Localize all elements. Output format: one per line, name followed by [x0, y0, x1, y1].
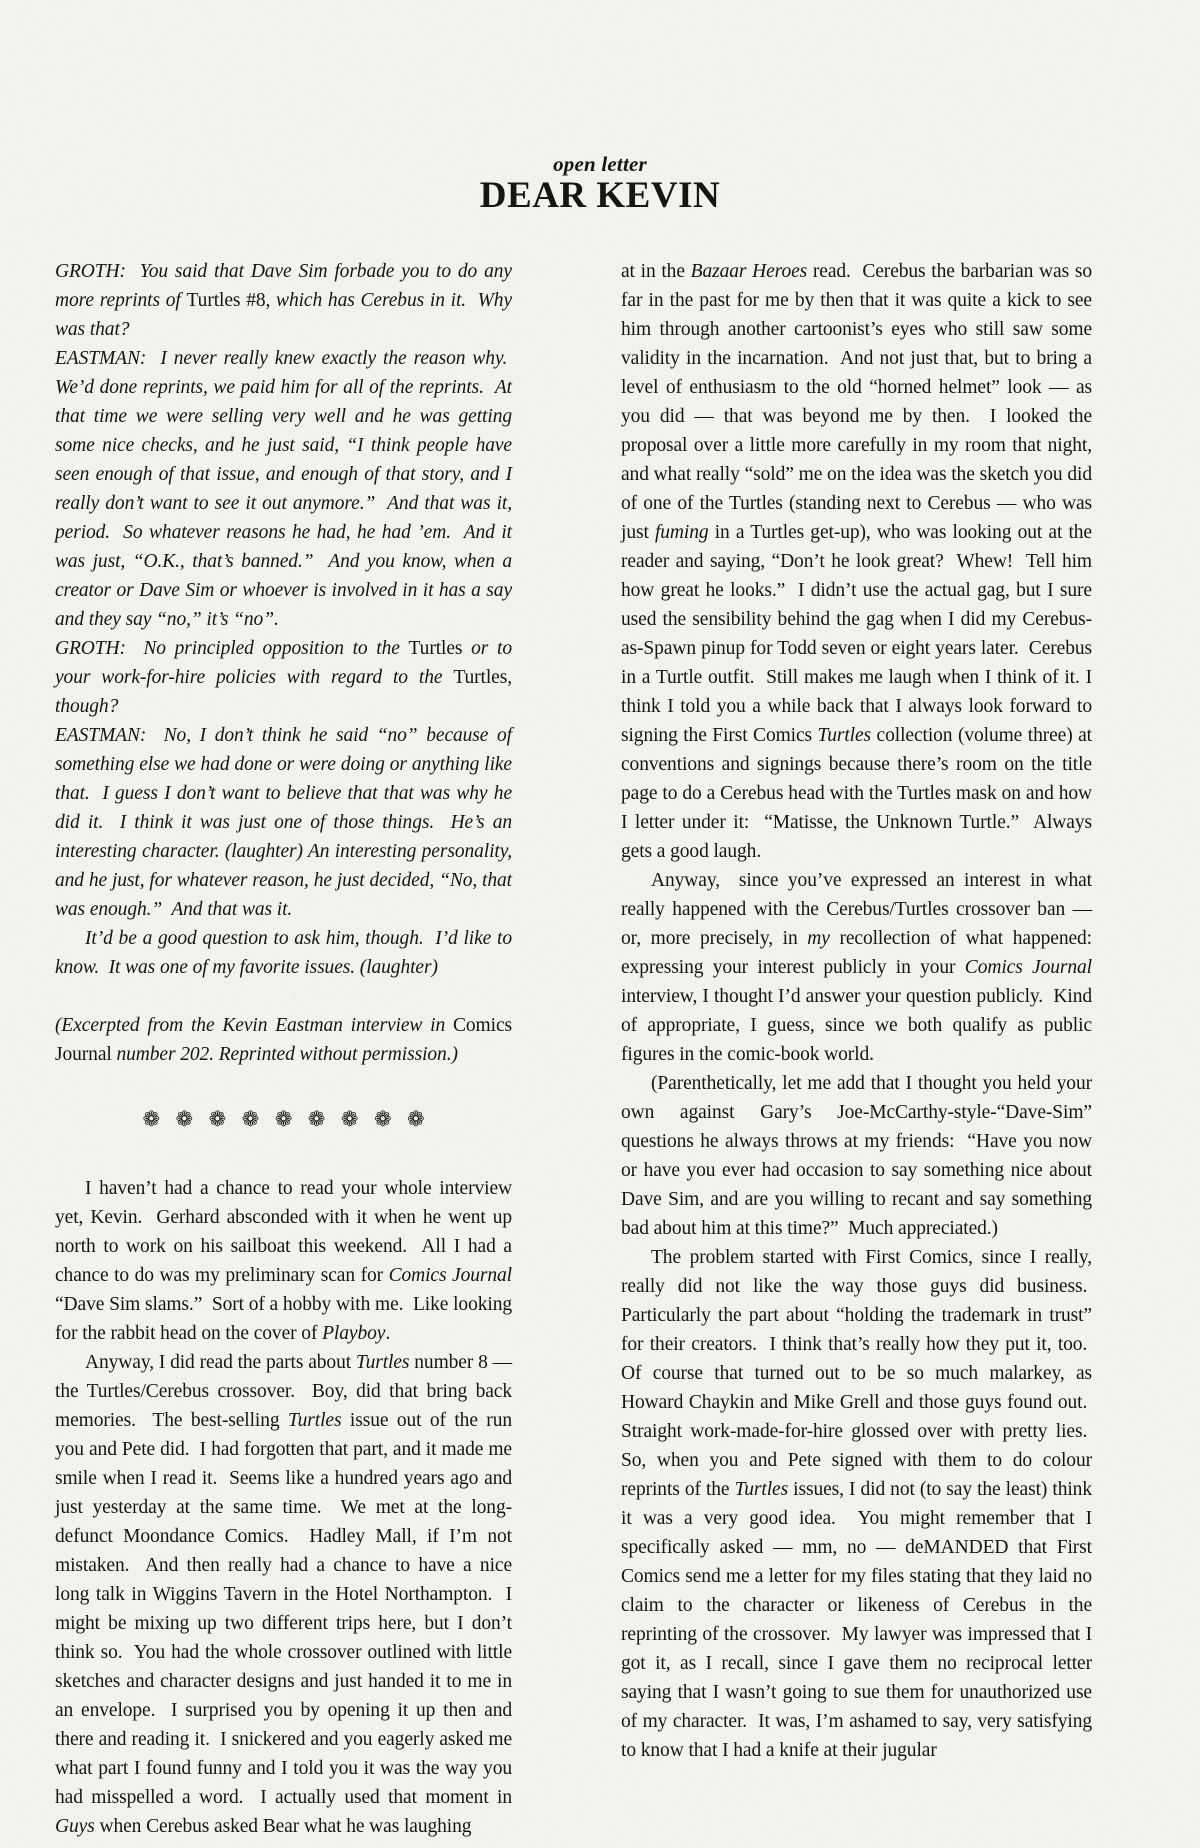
roman-text-run: in a Turtles get-up), who was looking out at the reader and saying, “Don’t he look great? Whew! Tell him how great he looks.” I didn’t use the actual gag, but I sure used the sensibility behind the gag when I did my Cerebus-as-Spawn pinup for Todd seven or eight years later. Cerebus in a Turtle outfit. Still makes me laugh when I think of it. I think I told you a while back that I always look forward to signing the First Comics — [621, 522, 1092, 746]
paragraph — [55, 1348, 512, 1841]
paragraph — [621, 1243, 1092, 1765]
flourish-divider: ❁ ❁ ❁ ❁ ❁ ❁ ❁ ❁ ❁ — [142, 1107, 425, 1131]
italic-text-run: GROTH: You said that Dave Sim forbade you to do any more reprints of — [55, 261, 512, 311]
roman-text-run: The problem started with First Comics, since I really, really did not like the way those guys did business. Particularly the part about “holding the trademark in trust” for their creators. I think that’s really how they put it, too. Of course that turned out to be so much malarkey, as Howard Chaykin and Mike Grell and those guys found out. Straight work-made-for-hire glossed over with pretty lies. So, when you and Pete signed with them to do colour reprints of the — [621, 1247, 1092, 1500]
italic-text-run: Guys — [55, 1816, 95, 1837]
italic-text-run: GROTH: No principled opposition to the — [55, 638, 409, 659]
italic-text-run: though? — [55, 696, 119, 717]
roman-text-run: Turtles #8, — [186, 290, 271, 311]
roman-text-run: number 8 — the Turtles/Cerebus crossover. Boy, did that bring back memories. The best-selling — [55, 1352, 512, 1431]
italic-text-run: Turtles — [355, 1352, 410, 1373]
roman-text-run: I haven’t had a chance to read your whole interview yet, Kevin. Gerhard absconded with it when he went up north to work on his sailboat this weekend. All I had a chance to do was my preliminary scan for — [55, 1178, 512, 1286]
italic-text-run: It’d be a good question to ask him, though. I’d like to know. It was one of my favorite issues. (laughter) — [55, 928, 512, 978]
italic-text-run: Bazaar Heroes — [690, 261, 808, 282]
italic-text-run: EASTMAN: I never really knew exactly the reason why. We’d done reprints, we paid him for all of the reprints. At that time we were selling very well and he was getting some nice checks, and he just said, “I think people have seen enough of that issue, and enough of that story, and I really don’t want to see it out anymore.” And that was it, period. So whatever reasons he had, he had ’em. And it was just, “O.K., that’s banned.” And you know, when a creator or Dave Sim or whoever is involved in it has a say and they say “no,” it’s “no”. — [55, 348, 512, 630]
paragraph — [55, 1011, 512, 1069]
roman-text-run: read. Cerebus the barbarian was so far in the past for me by then that it was quite a kick to see him through another cartoonist’s eyes who still saw some validity in the incarnation. And not just that, but to bring a level of enthusiasm to the old “horned helmet” look — as you did — that was beyond me by then. I looked the proposal over a little more carefully in my room that night, and what really “sold” me on the idea was the sketch you did of one of the Turtles (standing next to Cerebus — who was just — [621, 261, 1092, 543]
roman-text-run: issues, I did not (to say the least) think it was a very good idea. You might remember that I specifically asked — mm, no — deMANDED that First Comics send me a letter for my files stating that they laid no claim to the character or likeness of Cerebus in the reprinting of the crossover. My lawyer was impressed that I got it, as I recall, since I gave them no reciprocal letter saying that I wasn’t going to sue them for unauthorized use of my character. It was, I’m ashamed to say, very satisfying to know that I had a knife at their jugular — [621, 1479, 1092, 1761]
roman-text-run: recollection of what happened: expressing your interest publicly in your — [621, 928, 1092, 978]
italic-text-run: Playboy — [322, 1323, 386, 1344]
italic-text-run: or to your work-for-hire policies with regard to the — [55, 638, 512, 688]
italic-text-run: Comics Journal — [964, 957, 1092, 978]
right-column — [621, 257, 1092, 1765]
roman-text-run: interview, I thought I’d answer your question publicly. Kind of appropriate, I guess, since we both qualify as public figures in the comic-book world. — [621, 986, 1092, 1065]
roman-text-run: issue out of the run you and Pete did. I had forgotten that part, and it made me smile when I read it. Seems like a hundred years ago and just yesterday at the same time. We met at the long-defunct Moondance Comics. Hadley Mall, if I’m not mistaken. And then really had a chance to have a nice long talk in Wiggins Tavern in the Hotel Northampton. I might be mixing up two different trips here, but I don’t think so. You had the whole crossover outlined with little sketches and character designs and just handed it to me in an envelope. I surprised you by opening it up then and there and reading it. I snickered and you eagerly asked me what part I found funny and I told you it was the way you had misspelled a word. I actually used that moment in — [55, 1410, 512, 1808]
page-title: DEAR KEVIN — [479, 175, 721, 216]
roman-text-run: (Parenthetically, let me add that I thought you held your own against Gary’s Joe-McCarthy-style-“Dave-Sim” questions he always throws at my friends: “Have you now or have you ever had occasion to say something nice about Dave Sim, and are you willing to recant and say something bad about him at this time?” Much appreciated.) — [621, 1073, 1092, 1239]
roman-text-run: at in the — [621, 261, 691, 282]
italic-text-run: Turtles — [817, 725, 872, 746]
roman-text-run: “Dave Sim slams.” Sort of a hobby with me. Like looking for the rabbit head on the cover of — [55, 1294, 512, 1344]
italic-text-run: number 202. Reprinted without permission.) — [111, 1044, 458, 1065]
roman-text-run: . — [385, 1323, 391, 1344]
roman-text-run: Turtles — [408, 638, 463, 659]
roman-text-run: when Cerebus asked Bear what he was laughing — [94, 1816, 472, 1837]
paragraph — [55, 634, 512, 721]
roman-text-run: Turtles, — [453, 667, 512, 688]
roman-text-run: collection (volume three) at conventions and signings because there’s room on the title page to do a Cerebus head with the Turtles mask on and how I letter under it: “Matisse, the Unknown Turtle.” Always gets a good laugh. — [621, 725, 1092, 862]
roman-text-run: Anyway, since you’ve expressed an interest in what really happened with the Cerebus/Turtles crossover ban — or, more precisely, in — [621, 870, 1092, 949]
italic-text-run: Turtles — [734, 1479, 789, 1500]
left-column — [55, 257, 512, 1841]
italic-text-run: which has Cerebus in it. Why was that? — [55, 290, 512, 340]
paragraph — [55, 924, 512, 982]
paragraph — [621, 257, 1092, 866]
italic-text-run: Turtles — [287, 1410, 342, 1431]
italic-text-run: (Excerpted from the Kevin Eastman interview in — [55, 1015, 453, 1036]
paragraph — [55, 257, 512, 344]
italic-text-run: EASTMAN: No, I don’t think he said “no” because of something else we had done or were doing or anything like that. I guess I don’t want to believe that that was why he did it. I think it was just one of those things. He’s an interesting character. (laughter) An interesting personality, and he just, for whatever reason, he just decided, “No, that was enough.” And that was it. — [55, 725, 512, 920]
paragraph — [55, 344, 512, 634]
italic-text-run: fuming — [654, 522, 709, 543]
paragraph — [55, 1174, 512, 1348]
italic-text-run: Comics Journal — [388, 1265, 512, 1286]
kicker: open letter — [553, 152, 647, 176]
roman-text-run: Anyway, I did read the parts about — [85, 1352, 356, 1373]
roman-text-run: Comics Journal — [55, 1015, 512, 1065]
paragraph — [55, 721, 512, 924]
paragraph — [621, 1069, 1092, 1243]
paragraph — [621, 866, 1092, 1069]
italic-text-run: my — [807, 928, 830, 949]
